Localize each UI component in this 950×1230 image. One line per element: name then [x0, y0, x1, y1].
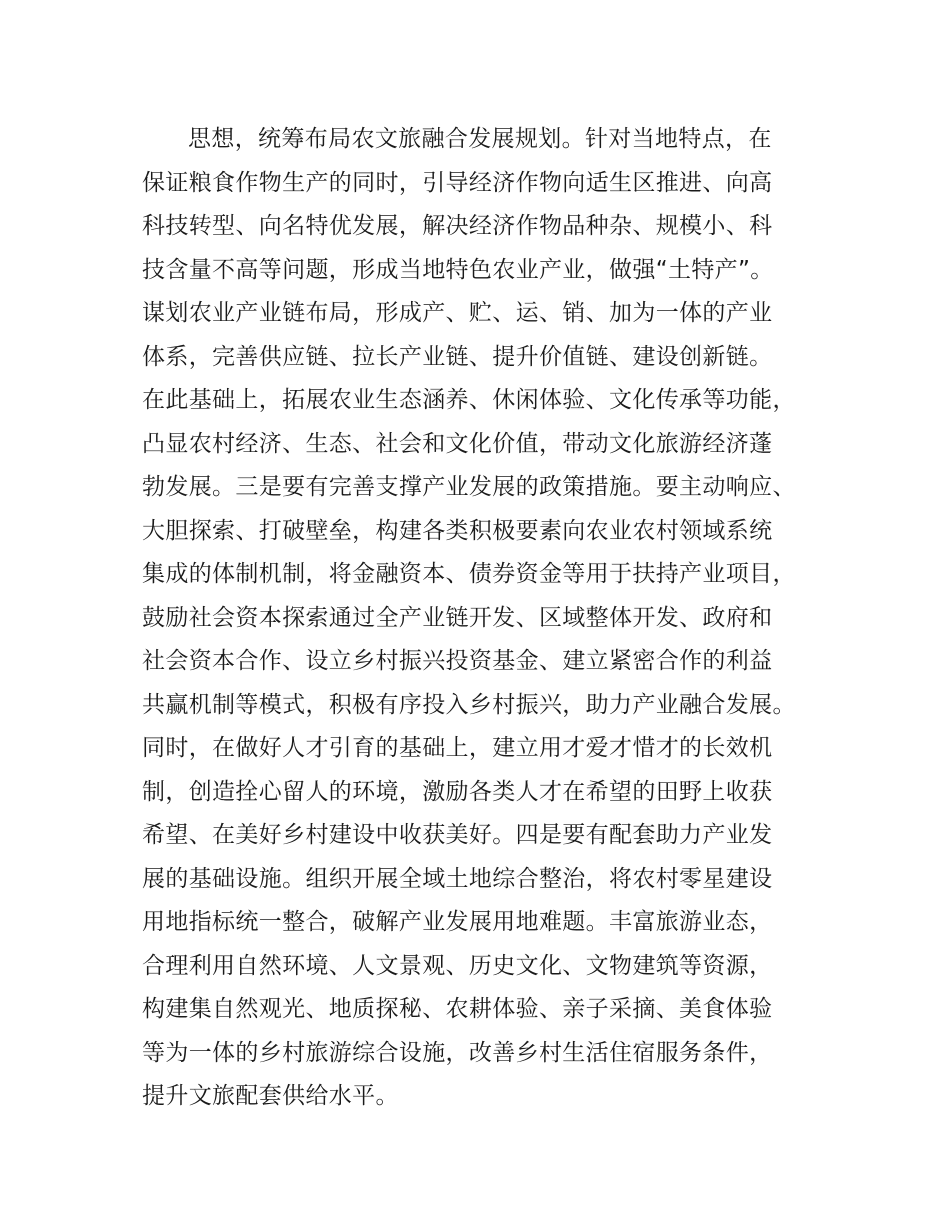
text-line: 保证粮食作物生产的同时，引导经济作物向适生区推进、向高	[142, 169, 773, 196]
text-line: 大胆探索、打破壁垒，构建各类积极要素向农业农村领域系统	[142, 517, 773, 544]
text-line: 等为一体的乡村旅游综合设施，改善乡村生活住宿服务条件，	[142, 1039, 773, 1066]
text-line: 展的基础设施。组织开展全域土地综合整治，将农村零星建设	[142, 865, 773, 892]
text-line: 科技转型、向名特优发展，解决经济作物品种杂、规模小、科	[142, 213, 773, 239]
text-line: 制，创造拴心留人的环境，激励各类人才在希望的田野上收获	[142, 778, 773, 805]
text-line: 社会资本合作、设立乡村振兴投资基金、建立紧密合作的利益	[142, 648, 773, 674]
text-line: 构建集自然观光、地质探秘、农耕体验、亲子采摘、美食体验	[142, 996, 773, 1022]
text-line: 技含量不高等问题，形成当地特色农业产业，做强“土特产”。	[142, 256, 774, 283]
body-paragraph	[142, 118, 842, 1119]
text-line: 集成的体制机制，将金融资本、债券资金等用于扶持产业项目，	[142, 561, 796, 587]
text-line: 共赢机制等模式，积极有序投入乡村振兴，助力产业融合发展。	[142, 691, 796, 718]
text-line: 希望、在美好乡村建设中收获美好。四是要有配套助力产业发	[142, 822, 773, 848]
text-line: 谋划农业产业链布局，形成产、贮、运、销、加为一体的产业	[142, 300, 773, 326]
text-line: 思想，统筹布局农文旅融合发展规划。针对当地特点，在	[188, 126, 772, 152]
text-line: 合理利用自然环境、人文景观、历史文化、文物建筑等资源，	[142, 952, 773, 979]
text-line: 在此基础上，拓展农业生态涵养、休闲体验、文化传承等功能，	[142, 387, 796, 413]
text-line: 凸显农村经济、生态、社会和文化价值，带动文化旅游经济蓬	[142, 430, 773, 457]
text-line: 勃发展。三是要有完善支撑产业发展的政策措施。要主动响应、	[142, 474, 796, 500]
text-line: 提升文旅配套供给水平。	[142, 1083, 399, 1109]
text-line: 体系，完善供应链、拉长产业链、提升价值链、建设创新链。	[142, 343, 773, 370]
text-line: 同时，在做好人才引育的基础上，建立用才爱才惜才的长效机	[142, 735, 773, 761]
text-line: 用地指标统一整合，破解产业发展用地难题。丰富旅游业态，	[142, 909, 773, 935]
text-line: 鼓励社会资本探索通过全产业链开发、区域整体开发、政府和	[142, 604, 773, 631]
